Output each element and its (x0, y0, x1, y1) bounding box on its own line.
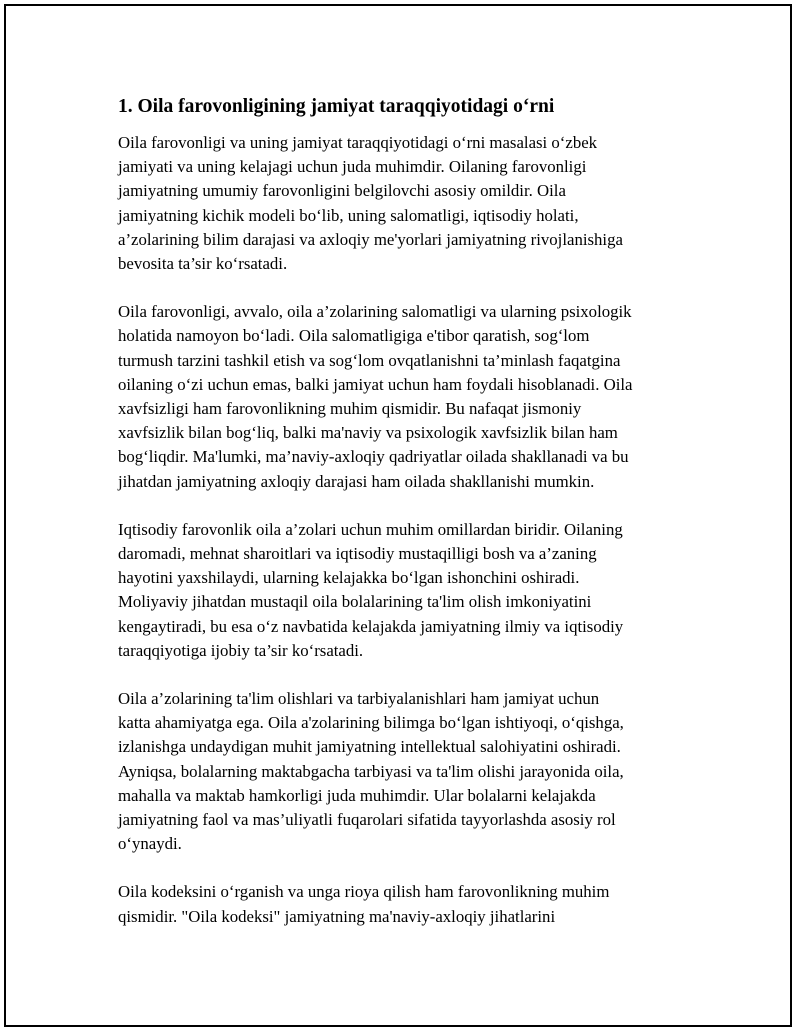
text-line: Moliyaviy jihatdan mustaqil oila bolalarining ta'lim olish imkoniyatini (118, 592, 592, 612)
text-line: jamiyatning faol va mas’uliyatli fuqarolari sifatida tayyorlashda asosiy rol (118, 810, 616, 830)
text-line: bevosita ta’sir ko‘rsatadi. (118, 254, 288, 274)
text-line: qismidir. "Oila kodeksi" jamiyatning ma'naviy-axloqiy jihatlarini (118, 906, 556, 926)
paragraph-3 (118, 518, 688, 663)
text-line: mahalla va maktab hamkorligi juda muhimdir. Ular bolalarni kelajakda (118, 785, 596, 805)
text-line: daromadi, mehnat sharoitlari va iqtisodiy mustaqilligi bosh va a’zaning (118, 544, 597, 564)
text-line: Oila farovonligi va uning jamiyat taraqqiyotidagi o‘rni masalasi o‘zbek (118, 133, 598, 152)
text-line: turmush tarzini tashkil etish va sog‘lom ovqatlanishni ta’minlash faqatgina (118, 350, 621, 370)
text-line: jamiyatning umumiy farovonligini belgilovchi asosiy omildir. Oila (118, 181, 566, 201)
text-line: kengaytiradi, bu esa o‘z navbatida kelajakda jamiyatning ilmiy va iqtisodiy (118, 616, 624, 636)
paragraph-2 (118, 300, 688, 494)
document-title: 1. Oila farovonligining jamiyat taraqqiyotidagi o‘rni (118, 96, 555, 117)
text-line: a’zolarining bilim darajasi va axloqiy me'yorlari jamiyatning rivojlanishiga (118, 229, 623, 249)
text-line: oilaning o‘zi uchun emas, balki jamiyat uchun ham foydali hisoblanadi. Oila (118, 374, 633, 394)
text-line: bog‘liqdir. Ma'lumki, ma’naviy-axloqiy qadriyatlar oilada shakllanadi va bu (118, 447, 629, 467)
text-line: Ayniqsa, bolalarning maktabgacha tarbiyasi va ta'lim olishi jarayonida oila, (118, 761, 624, 781)
text-line: izlanishga undaydigan muhit jamiyatning intellektual salohiyatini oshiradi. (118, 737, 621, 757)
text-line: xavfsizligi ham farovonlikning muhim qismidir. Bu nafaqat jismoniy (118, 399, 582, 419)
text-line: jamiyatning kichik modeli bo‘lib, uning salomatligi, iqtisodiy holati, (118, 205, 579, 225)
paragraph-4 (118, 687, 688, 856)
text-line: o‘ynaydi. (118, 834, 182, 854)
text-line: taraqqiyotiga ijobiy ta’sir ko‘rsatadi. (118, 640, 364, 660)
text-line: hayotini yaxshilaydi, ularning kelajakka bo‘lgan ishonchini oshiradi. (118, 568, 580, 588)
paragraph-1 (118, 131, 688, 276)
text-line: katta ahamiyatga ega. Oila a'zolarining bilimga bo‘lgan ishtiyoqi, o‘qishga, (118, 713, 624, 733)
document-body (118, 94, 688, 953)
text-line: jamiyati va uning kelajagi uchun juda muhimdir. Oilaning farovonligi (118, 157, 587, 177)
text-line: Oila kodeksini o‘rganish va unga rioya qilish ham farovonlikning muhim (118, 882, 610, 902)
text-line: Oila a’zolarining ta'lim olishlari va tarbiyalanishlari ham jamiyat uchun (118, 689, 600, 709)
text-line: Iqtisodiy farovonlik oila a’zolari uchun muhim omillardan biridir. Oilaning (118, 519, 623, 539)
text-line: jihatdan jamiyatning axloqiy darajasi ham oilada shakllanishi mumkin. (118, 471, 595, 491)
text-line: Oila farovonligi, avvalo, oila a’zolarining salomatligi va ularning psixologik (118, 302, 632, 322)
text-line: xavfsizlik bilan bog‘liq, balki ma'naviy va psixologik xavfsizlik bilan ham (118, 423, 618, 443)
paragraph-5 (118, 880, 688, 928)
text-line: holatida namoyon bo‘ladi. Oila salomatligiga e'tibor qaratish, sog‘lom (118, 326, 590, 346)
